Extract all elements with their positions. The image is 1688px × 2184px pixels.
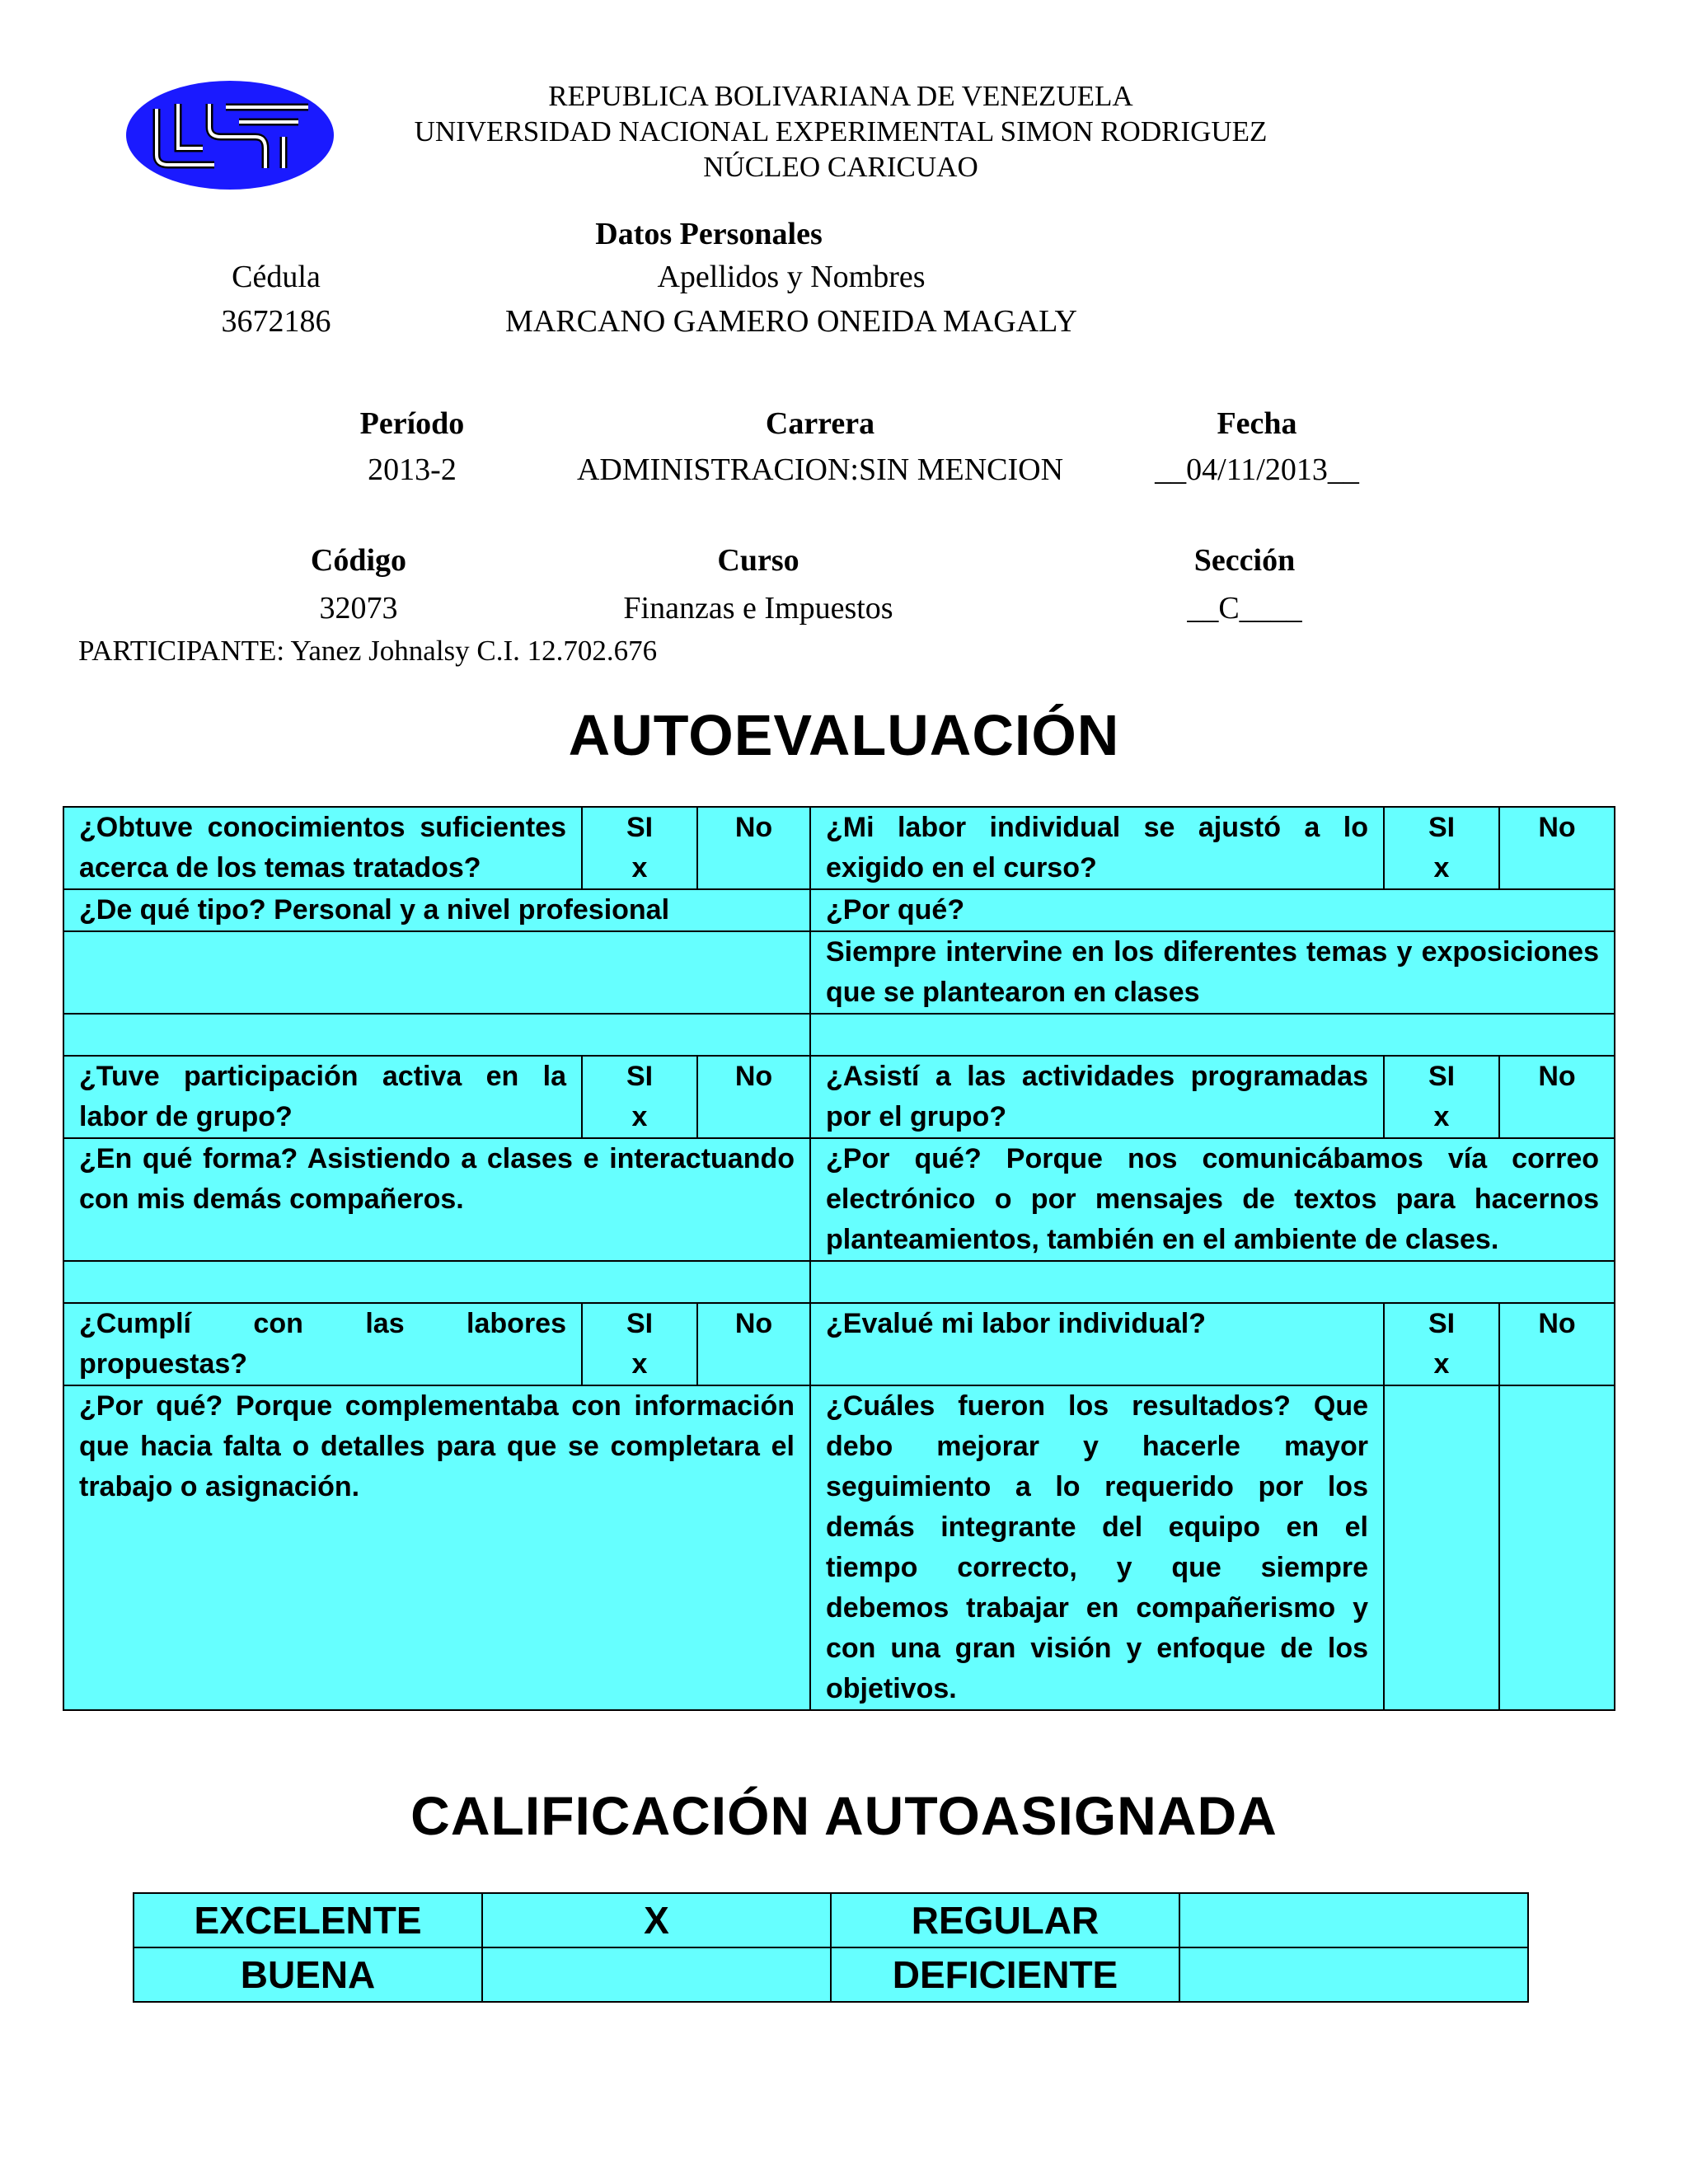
question-3: ¿Tuve participación activa en la labor de grupo? bbox=[63, 1056, 582, 1138]
carrera-value: ADMINISTRACION:SIN MENCION bbox=[576, 452, 1064, 487]
q6-followup[interactable]: ¿Cuáles fueron los resultados? Que debo mejorar y hacerle mayor seguimiento a lo requerido por los demás integrante del equipo en el tiempo correcto, y que siempre debemos trabajar en compañerismo y con una gran visión y enfoque de los objetivos. bbox=[810, 1385, 1384, 1710]
q1-no-cell[interactable]: No bbox=[697, 807, 810, 889]
cedula-label: Cédula bbox=[232, 260, 321, 294]
si-label: SI bbox=[1428, 812, 1456, 843]
table-row bbox=[134, 1947, 1528, 2002]
si-label: SI bbox=[1428, 1061, 1456, 1092]
periodo-value: 2013-2 bbox=[368, 452, 457, 487]
header-campus: NÚCLEO CARICUAO bbox=[703, 151, 978, 183]
grade-excelente-mark[interactable]: X bbox=[482, 1893, 831, 1947]
empty-cell bbox=[810, 1014, 1615, 1056]
q1-si-cell[interactable] bbox=[582, 807, 697, 889]
q5-si-cell[interactable] bbox=[582, 1303, 697, 1385]
name-label: Apellidos y Nombres bbox=[657, 260, 926, 294]
cedula-value: 3672186 bbox=[221, 304, 331, 339]
question-1: ¿Obtuve conocimientos suficientes acerca de los temas tratados? bbox=[63, 807, 582, 889]
empty-cell bbox=[63, 1014, 810, 1056]
q4-si-cell[interactable] bbox=[1384, 1056, 1499, 1138]
question-2: ¿Mi labor individual se ajustó a lo exigido en el curso? bbox=[810, 807, 1384, 889]
q3-no-cell[interactable]: No bbox=[697, 1056, 810, 1138]
q6-no-cell[interactable]: No bbox=[1499, 1303, 1615, 1385]
seccion-value: __C____ bbox=[1187, 591, 1302, 626]
seccion-label: Sección bbox=[1193, 543, 1296, 578]
checkmark-x: x bbox=[631, 1348, 648, 1380]
autoevaluacion-table bbox=[63, 806, 1615, 1711]
curso-value: Finanzas e Impuestos bbox=[623, 591, 893, 626]
q5-followup[interactable]: ¿Por qué? Porque complementaba con información que hacia falta o detalles para que se completara el trabajo o asignación. bbox=[63, 1385, 810, 1710]
si-label: SI bbox=[626, 812, 654, 843]
q2-si-cell[interactable] bbox=[1384, 807, 1499, 889]
header-university: UNIVERSIDAD NACIONAL EXPERIMENTAL SIMON RODRIGUEZ bbox=[414, 115, 1268, 148]
q3-si-cell[interactable] bbox=[582, 1056, 697, 1138]
empty-cell bbox=[810, 1261, 1615, 1303]
empty-cell bbox=[1499, 1385, 1615, 1710]
fecha-value: __04/11/2013__ bbox=[1155, 452, 1359, 487]
si-label: SI bbox=[1428, 1308, 1456, 1339]
checkmark-x: x bbox=[631, 852, 648, 883]
q6-si-cell[interactable] bbox=[1384, 1303, 1499, 1385]
checkmark-x: x bbox=[1433, 1101, 1450, 1132]
question-4: ¿Asistí a las actividades programadas por el grupo? bbox=[810, 1056, 1384, 1138]
calificacion-table bbox=[133, 1892, 1529, 2003]
q3-followup[interactable]: ¿En qué forma? Asistiendo a clases e interactuando con mis demás compañeros. bbox=[63, 1138, 810, 1261]
table-row bbox=[63, 1261, 1615, 1303]
checkmark-x: x bbox=[631, 1101, 648, 1132]
q2-followup: ¿Por qué? bbox=[810, 889, 1615, 931]
name-value: MARCANO GAMERO ONEIDA MAGALY bbox=[505, 304, 1077, 339]
fecha-label: Fecha bbox=[1217, 406, 1297, 441]
grade-buena-label: BUENA bbox=[134, 1947, 482, 2002]
personal-data-title: Datos Personales bbox=[595, 217, 823, 251]
q2-no-cell[interactable]: No bbox=[1499, 807, 1615, 889]
grade-excelente-label: EXCELENTE bbox=[134, 1893, 482, 1947]
q1-followup: ¿De qué tipo? Personal y a nivel profesional bbox=[63, 889, 810, 931]
carrera-label: Carrera bbox=[765, 406, 875, 441]
table-row bbox=[63, 1138, 1615, 1261]
checkmark-x: x bbox=[1433, 852, 1450, 883]
table-row bbox=[63, 1014, 1615, 1056]
header-country: REPUBLICA BOLIVARIANA DE VENEZUELA bbox=[548, 80, 1133, 112]
checkmark-x: x bbox=[1433, 1348, 1450, 1380]
table-row bbox=[63, 931, 1615, 1014]
codigo-label: Código bbox=[310, 543, 407, 578]
grade-regular-mark[interactable] bbox=[1179, 1893, 1528, 1947]
calificacion-title: CALIFICACIÓN AUTOASIGNADA bbox=[410, 1785, 1278, 1846]
grade-deficiente-mark[interactable] bbox=[1179, 1947, 1528, 2002]
codigo-value: 32073 bbox=[319, 591, 398, 626]
question-6: ¿Evalué mi labor individual? bbox=[810, 1303, 1384, 1385]
grade-buena-mark[interactable] bbox=[482, 1947, 831, 2002]
si-label: SI bbox=[626, 1308, 654, 1339]
q2-answer[interactable]: Siempre intervine en los diferentes temas y exposiciones que se plantearon en clases bbox=[810, 931, 1615, 1014]
autoevaluacion-title: AUTOEVALUACIÓN bbox=[568, 703, 1120, 767]
table-row bbox=[63, 1303, 1615, 1385]
q4-no-cell[interactable]: No bbox=[1499, 1056, 1615, 1138]
table-row bbox=[63, 889, 1615, 931]
grade-deficiente-label: DEFICIENTE bbox=[831, 1947, 1179, 2002]
table-row bbox=[63, 807, 1615, 889]
participante-line: PARTICIPANTE: Yanez Johnalsy C.I. 12.702.676 bbox=[78, 635, 658, 667]
table-row bbox=[63, 1056, 1615, 1138]
q5-no-cell[interactable]: No bbox=[697, 1303, 810, 1385]
table-row bbox=[134, 1893, 1528, 1947]
grade-regular-label: REGULAR bbox=[831, 1893, 1179, 1947]
table-row bbox=[63, 1385, 1615, 1710]
empty-cell bbox=[63, 1261, 810, 1303]
si-label: SI bbox=[626, 1061, 654, 1092]
periodo-label: Período bbox=[359, 406, 465, 441]
q1-answer-cell[interactable] bbox=[63, 931, 810, 1014]
curso-label: Curso bbox=[717, 543, 799, 578]
question-5: ¿Cumplí con las labores propuestas? bbox=[63, 1303, 582, 1385]
empty-cell bbox=[1384, 1385, 1499, 1710]
q4-followup[interactable]: ¿Por qué? Porque nos comunicábamos vía correo electrónico o por mensajes de textos para hacernos planteamientos, también en el ambiente de clases. bbox=[810, 1138, 1615, 1261]
university-logo bbox=[124, 79, 336, 191]
